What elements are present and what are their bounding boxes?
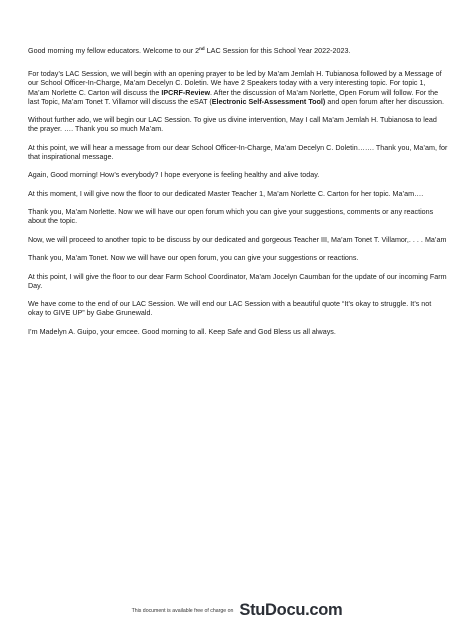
logo-docu: Docu <box>265 600 306 619</box>
studocu-footer <box>0 599 474 621</box>
studocu-logo[interactable] <box>239 602 342 619</box>
paragraph-closing-quote: We have come to the end of our LAC Session. We will end our LAC Session with a beautiful quote “It’s okay to struggle. It’s not okay to GIVE UP” by Gabe Grunewald. <box>28 300 432 318</box>
greeting-text: Good morning my fellow educators. Welcome to our 2 <box>28 47 200 55</box>
paragraph-emcee-signoff: I’m Madelyn A. Guipo, your emcee. Good morning to all. Keep Safe and God Bless us all always. <box>28 327 336 336</box>
paragraph-open-forum-2: Thank you, Ma’am Tonet. Now we will have our open forum, you can give your suggestions or reactions. <box>28 254 359 263</box>
paragraph-agenda <box>28 70 448 107</box>
document-body <box>28 47 448 346</box>
paragraph-oic-message: At this point, we will hear a message from our dear School Officer-In-Charge, Ma’am Decelyn C. Doletin……. Thank you, Ma’am, for that inspirational message. <box>28 143 448 161</box>
paragraph-topic1-intro: At this moment, I will give now the floor to our dedicated Master Teacher 1, Ma’am Norlette C. Carton for her topic. Ma’am…. <box>28 189 424 198</box>
agenda-text-3: and open forum after her discussion. <box>325 97 444 106</box>
greeting-text-after: LAC Session for this School Year 2022-2023. <box>204 47 351 55</box>
paragraph-topic2-intro: Now, we will proceed to another topic to be discuss by our dedicated and gorgeous Teacher III, Ma’am Tonet T. Villamor,. . . . Ma’am <box>28 235 447 244</box>
ordinal-suffix: nd <box>199 46 205 51</box>
agenda-text-2: . After the discussion of Ma’am Norlette, Open Forum will follow. For the last Topic, Ma’am Tonet T. Villamor will discuss the eSAT ( <box>28 88 439 106</box>
agenda-bold-esat: Electronic Self-Assessment Tool) <box>211 97 326 106</box>
paragraph-farm-day: At this point, I will give the floor to our dear Farm School Coordinator, Ma’am Jocelyn Caumban for the update of our incoming Farm Day. <box>28 272 447 290</box>
agenda-bold-ipcrf: IPCRF-Review <box>161 88 211 97</box>
paragraph-prayer: Without further ado, we will begin our LAC Session. To give us divine intervention, May I call Ma’am Jemlah H. Tubianosa to lead the prayer. …. Thank you so much Ma’am. <box>28 116 437 134</box>
logo-com: .com <box>305 600 343 619</box>
agenda-text-1: For today’s LAC Session, we will begin with an opening prayer to be led by Ma’am Jemlah H. Tubianosa followed by a Message of our School Officer-In-Charge, Ma’am Decelyn C. Doletin. We have 2 Speakers today with a very interesting topic. For topic 1, Ma’am Norlette C. Carton will discuss the <box>28 70 442 97</box>
paragraph-open-forum-1: Thank you, Ma’am Norlette. Now we will have our open forum which you can give your suggestions, comments or any reactions about the topic. <box>28 208 434 226</box>
paragraph-greeting-again: Again, Good morning! How’s everybody? I hope everyone is feeling healthy and alive today. <box>28 171 320 180</box>
paragraph-greeting <box>28 47 448 56</box>
logo-stu: Stu <box>239 600 266 619</box>
footer-note: This document is available free of charge on <box>131 608 234 614</box>
